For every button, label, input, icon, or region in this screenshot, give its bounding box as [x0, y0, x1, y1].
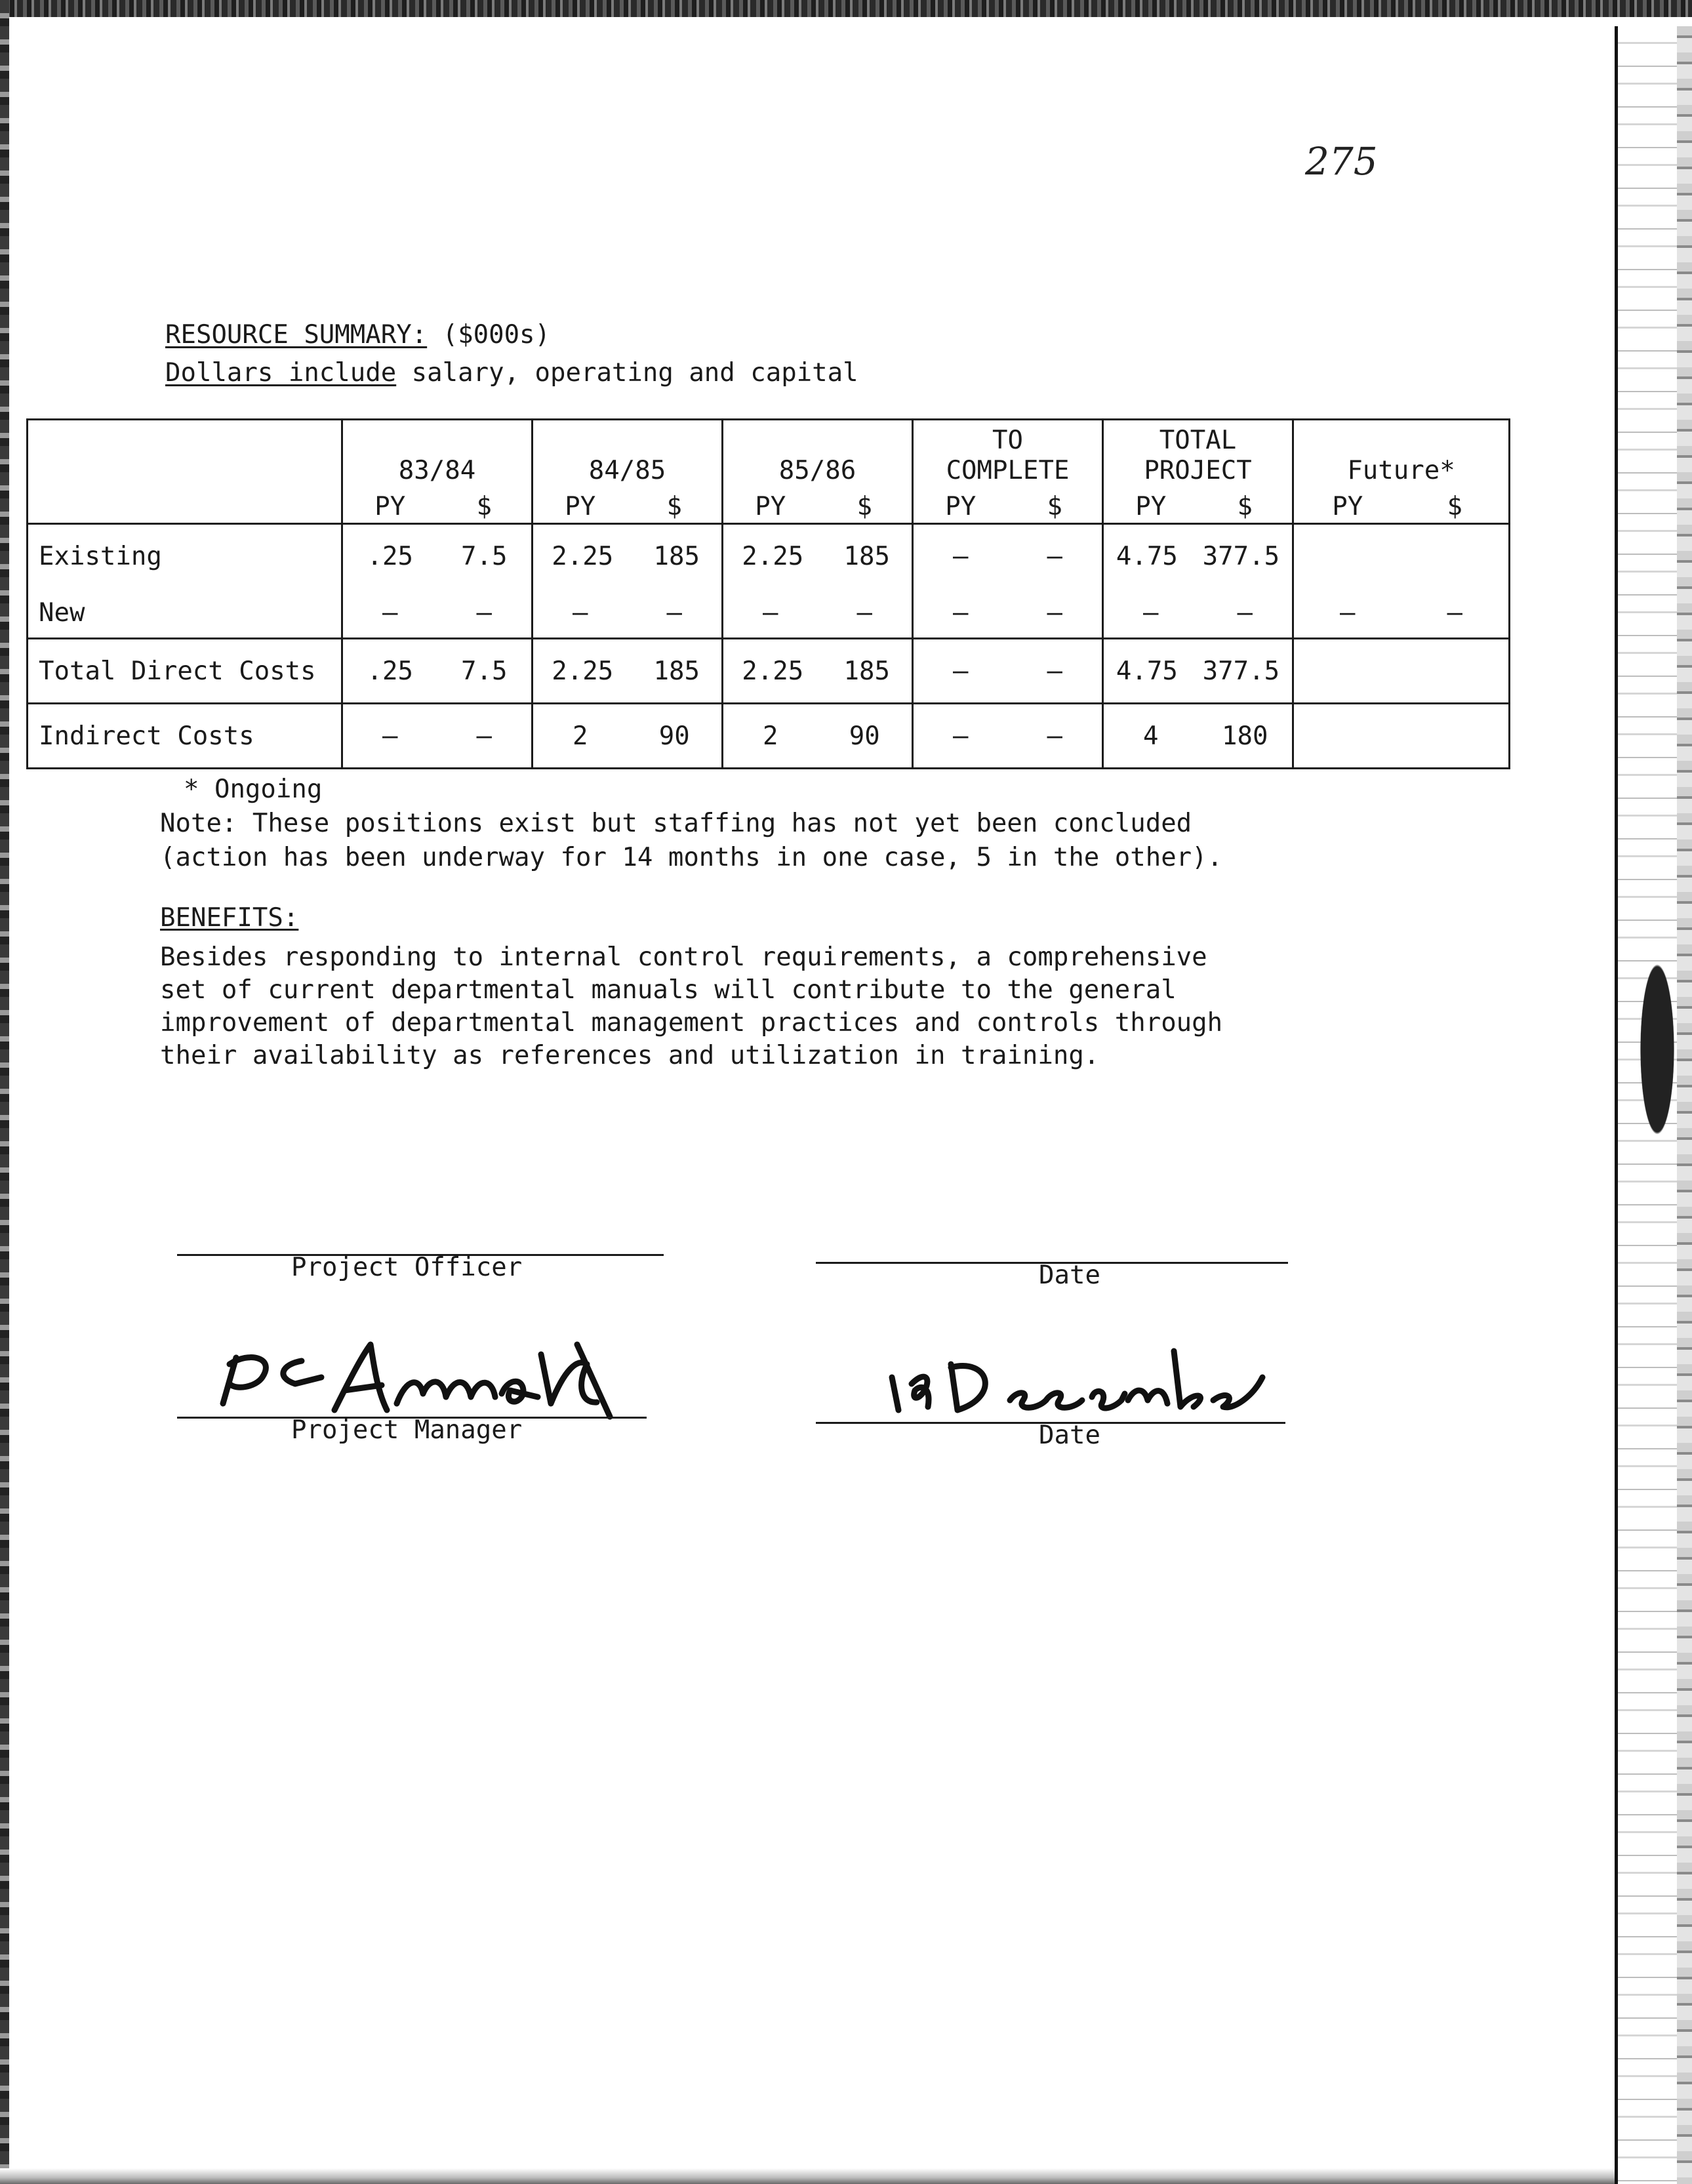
cell-new-total-project: – – [1103, 588, 1293, 639]
cell-existing-total-project: 4.75 377.5 [1103, 524, 1293, 588]
group-header-future: Future* [1293, 420, 1510, 491]
subheader-py: PY [565, 491, 596, 521]
cell-existing-future [1293, 524, 1510, 588]
cell-tdc-83-84: .25 7.5 [342, 639, 533, 704]
cell-ic-to-complete: – – [913, 704, 1103, 769]
resource-summary-title-underlined: RESOURCE SUMMARY: [165, 320, 428, 350]
cell-new-to-complete: – – [913, 588, 1103, 639]
group-header-to-complete: TO COMPLETE [913, 420, 1103, 491]
benefits-line-4: their availability as references and utilization in training. [160, 1041, 1100, 1070]
cell-new-84-85: – – [533, 588, 723, 639]
cell-tdc-84-85: 2.25 185 [533, 639, 723, 704]
resource-summary-subtitle-underlined: Dollars include [165, 358, 397, 388]
row-label-indirect-costs: Indirect Costs [28, 704, 342, 769]
subheader-py: PY [755, 491, 786, 521]
table-row-new [28, 588, 1510, 639]
table-row-total-direct-costs [28, 639, 1510, 704]
table-corner-cell [28, 420, 342, 491]
cell-new-future: – – [1293, 588, 1510, 639]
benefits-heading: BENEFITS: [160, 903, 299, 933]
subheader-dollar: $ [856, 491, 872, 521]
subheader-dollar: $ [476, 491, 492, 521]
subheader-py: PY [1135, 491, 1167, 521]
cell-existing-84-85: 2.25 185 [533, 524, 723, 588]
resource-summary-subtitle-rest: salary, operating and capital [396, 358, 858, 388]
resource-summary-title [165, 320, 550, 350]
cell-new-85-86: – – [723, 588, 913, 639]
table-row-indirect-costs [28, 704, 1510, 769]
subheader-dollar: $ [1047, 491, 1062, 521]
cell-tdc-85-86: 2.25 185 [723, 639, 913, 704]
subheader-total-project [1103, 490, 1293, 524]
note-line-2: (action has been underway for 14 months in one case, 5 in the other). [160, 843, 1223, 872]
benefits-line-1: Besides responding to internal control requirements, a comprehensive [160, 942, 1207, 972]
footnote-ongoing: * Ongoing [184, 775, 323, 804]
scan-edge-left [0, 0, 9, 2184]
subheader-py: PY [1332, 491, 1363, 521]
subheader-84-85 [533, 490, 723, 524]
cell-tdc-total-project: 4.75 377.5 [1103, 639, 1293, 704]
cell-ic-85-86: 2 90 [723, 704, 913, 769]
project-manager-label: Project Manager [291, 1415, 523, 1445]
group-header-85-86: 85/86 [723, 420, 913, 491]
resource-summary-title-units: ($000s) [427, 320, 551, 350]
cell-existing-83-84: .25 7.5 [342, 524, 533, 588]
cell-new-83-84: – – [342, 588, 533, 639]
subheader-future [1293, 490, 1510, 524]
note-line-1: Note: These positions exist but staffing has not yet been concluded [160, 809, 1192, 838]
scan-edge-top [0, 0, 1692, 17]
table-group-header-row [28, 420, 1510, 491]
subheader-85-86 [723, 490, 913, 524]
row-label-existing: Existing [28, 524, 342, 588]
handwritten-date [885, 1338, 1266, 1417]
cell-existing-85-86: 2.25 185 [723, 524, 913, 588]
scan-edge-right [1615, 26, 1692, 2184]
subheader-dollar: $ [666, 491, 682, 521]
officer-date-label: Date [1039, 1261, 1100, 1290]
cell-ic-future [1293, 704, 1510, 769]
table-row-existing [28, 524, 1510, 588]
subheader-py: PY [374, 491, 406, 521]
benefits-line-3: improvement of departmental management practices and controls through [160, 1008, 1223, 1038]
group-header-total-project: TOTAL PROJECT [1103, 420, 1293, 491]
table-subheader-row [28, 490, 1510, 524]
resource-summary-table [26, 418, 1510, 769]
resource-summary-subtitle [165, 358, 858, 388]
group-header-84-85: 84/85 [533, 420, 723, 491]
subheader-py: PY [945, 491, 977, 521]
cell-tdc-to-complete: – – [913, 639, 1103, 704]
table-corner-cell-lower [28, 490, 342, 524]
manager-date-label: Date [1039, 1421, 1100, 1450]
group-header-83-84: 83/84 [342, 420, 533, 491]
scan-edge-bottom [0, 2168, 1615, 2184]
subheader-dollar: $ [1447, 491, 1462, 521]
cell-tdc-future [1293, 639, 1510, 704]
subheader-dollar: $ [1237, 491, 1253, 521]
cell-ic-total-project: 4 180 [1103, 704, 1293, 769]
cell-existing-to-complete: – – [913, 524, 1103, 588]
subheader-to-complete [913, 490, 1103, 524]
subheader-83-84 [342, 490, 533, 524]
page-number: 275 [1305, 139, 1378, 184]
row-label-new: New [28, 588, 342, 639]
cell-ic-83-84: – – [342, 704, 533, 769]
row-label-total-direct-costs: Total Direct Costs [28, 639, 342, 704]
benefits-line-2: set of current departmental manuals will contribute to the general [160, 975, 1177, 1005]
cell-ic-84-85: 2 90 [533, 704, 723, 769]
project-officer-label: Project Officer [291, 1253, 523, 1282]
